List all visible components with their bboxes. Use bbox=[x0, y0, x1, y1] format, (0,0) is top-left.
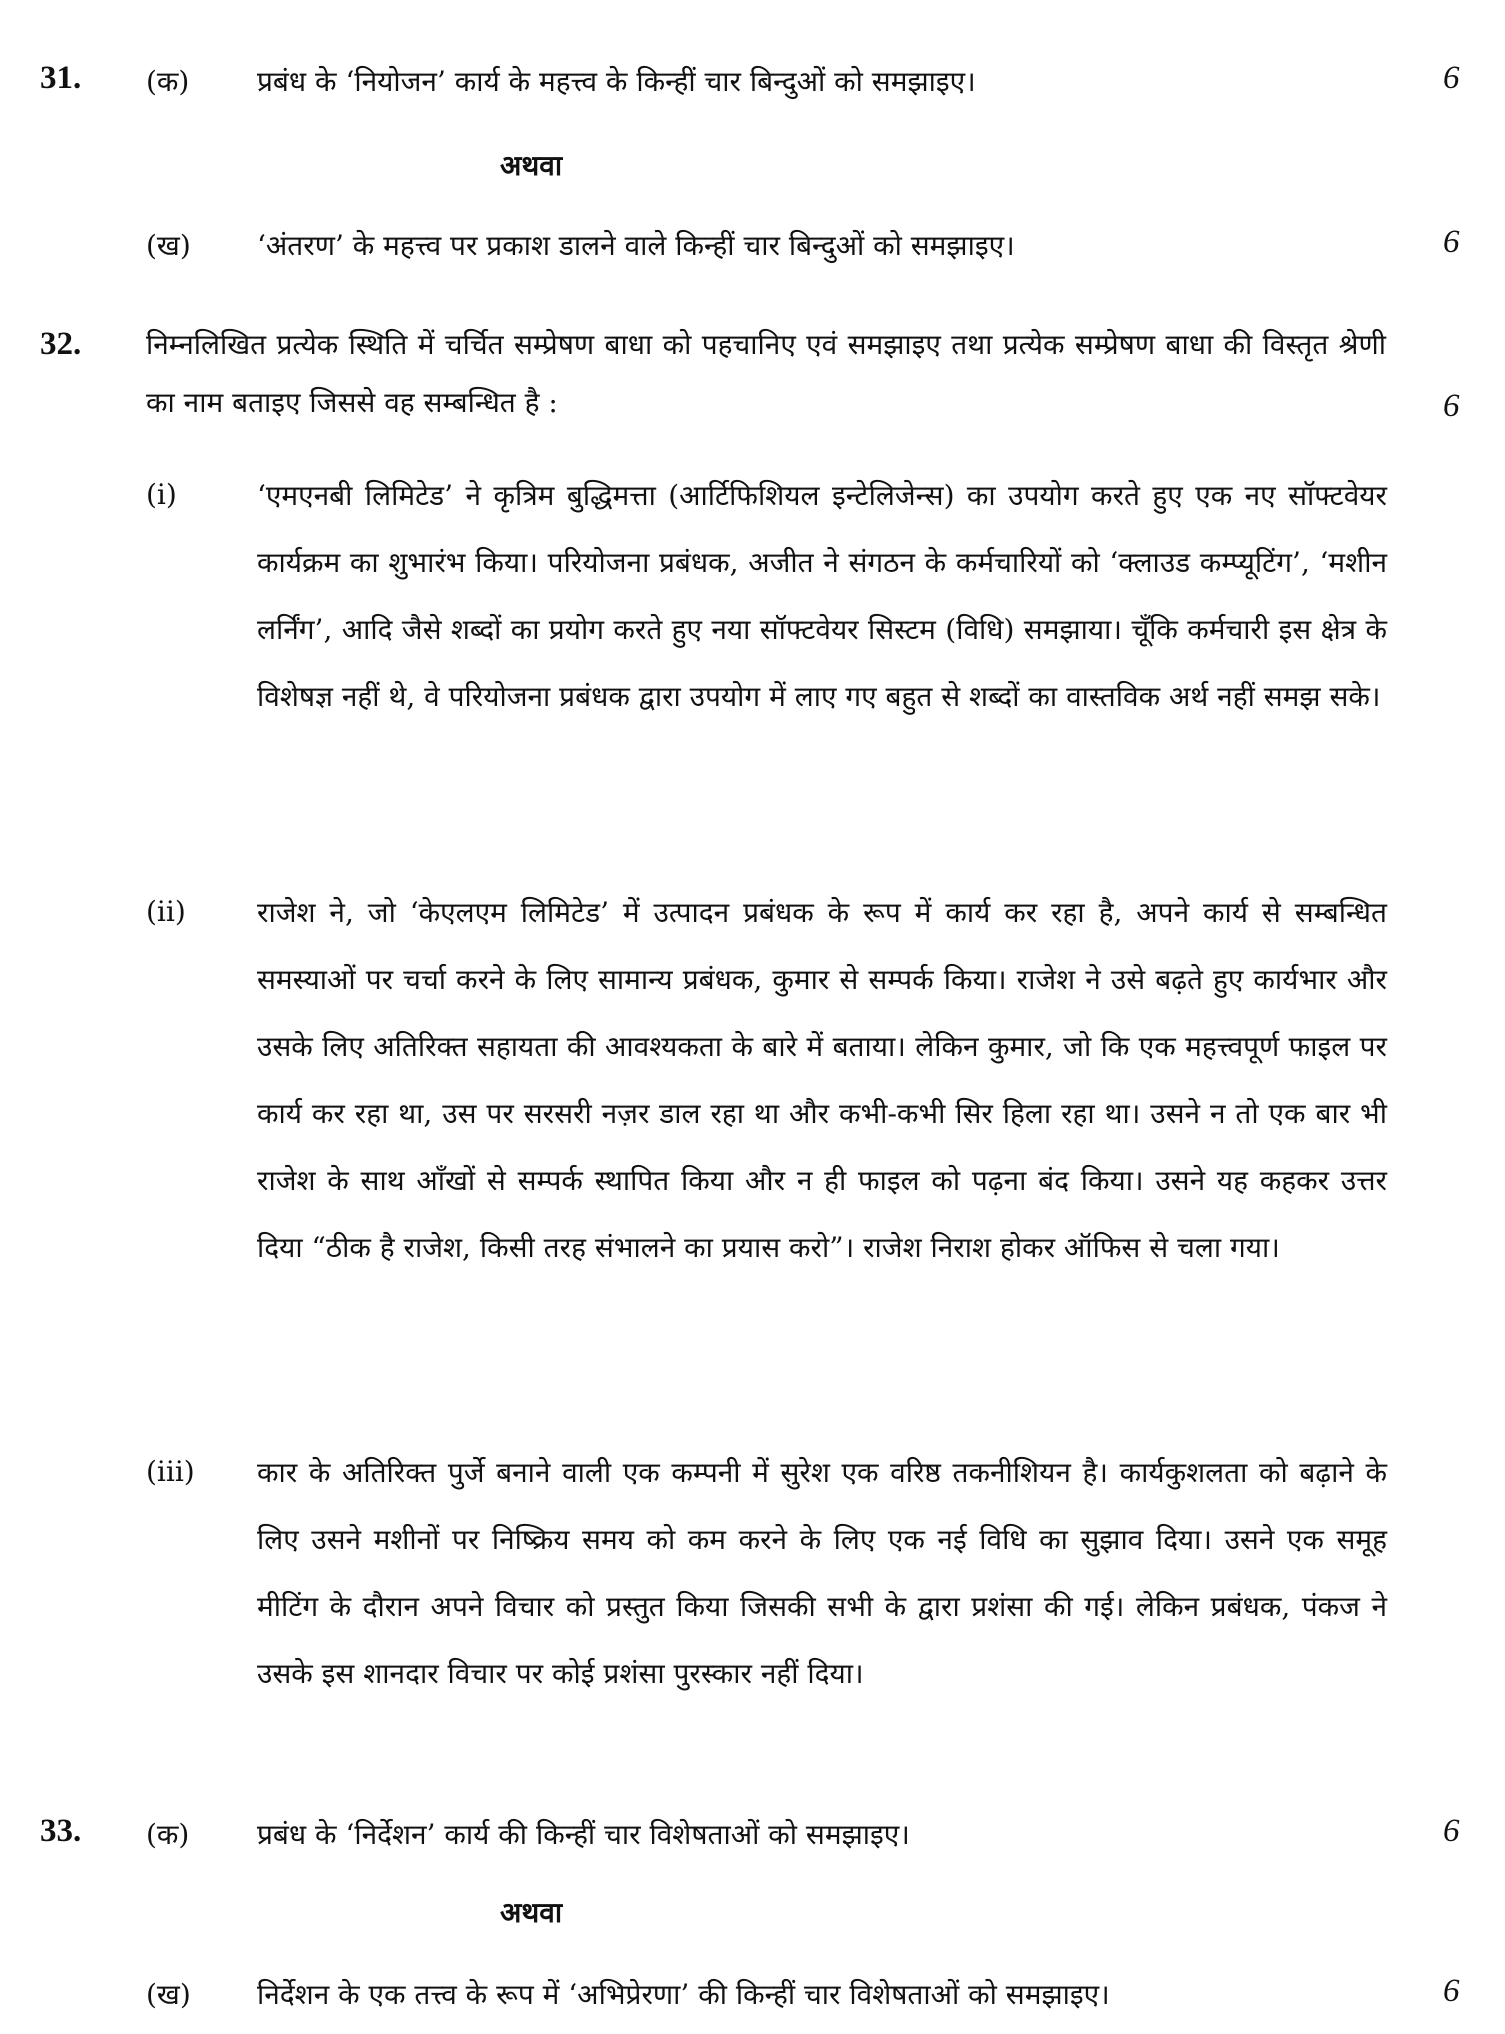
option-text: ‘अंतरण’ के महत्त्व पर प्रकाश डालने वाले किन्हीं चार बिन्दुओं को समझाइए। bbox=[257, 229, 1015, 262]
marks: 6 bbox=[1443, 224, 1460, 260]
marks: 6 bbox=[1443, 1973, 1460, 2009]
question-stem: निम्नलिखित प्रत्येक स्थिति में चर्चित सम्प्रेषण बाधा को पहचानिए एवं समझाइए तथा प्रत्येक सम्प्रेषण बाधा की विस्तृत श्रेणी का नाम बताइए जिससे वह सम्बन्धित है : bbox=[146, 328, 1386, 419]
question-number: 33. bbox=[40, 1813, 82, 1849]
marks: 6 bbox=[1443, 60, 1460, 96]
option-label: (क) bbox=[146, 1818, 190, 1851]
option-text: प्रबंध के ‘निर्देशन’ कार्य की किन्हीं चार विशेषताओं को समझाइए। bbox=[257, 1818, 910, 1851]
option-label: (क) bbox=[146, 65, 190, 98]
option-label: (ख) bbox=[146, 1978, 191, 2011]
question-number: 31. bbox=[40, 60, 82, 96]
option-text: निर्देशन के एक तत्त्व के रूप में ‘अभिप्रेरणा’ की किन्हीं चार विशेषताओं को समझाइए। bbox=[257, 1978, 1110, 2011]
part-text: कार के अतिरिक्त पुर्जे बनाने वाली एक कम्पनी में सुरेश एक वरिष्ठ तकनीशियन है। कार्यकुशलता को बढ़ाने के लिए उसने मशीनों पर निष्क्रिय समय को कम करने के लिए एक नई विधि का सुझाव दिया। उसने एक समूह मीटिंग के दौरान अपने विचार को प्रस्तुत किया जिसकी सभी के द्वारा प्रशंसा की गई। लेकिन प्रबंधक, पंकज ने उसके इस शानदार विचार पर कोई प्रशंसा पुरस्कार नहीं दिया। bbox=[257, 1456, 1387, 1690]
part-text: ‘एमएनबी लिमिटेड’ ने कृत्रिम बुद्धिमत्ता (आर्टिफिशियल इन्टेलिजेन्स) का उपयोग करते हुए एक नए सॉफ्टवेयर कार्यक्रम का शुभारंभ किया। परियोजना प्रबंधक, अजीत ने संगठन के कर्मचारियों को ‘क्लाउड कम्प्यूटिंग’, ‘मशीन लर्निंग’, आदि जैसे शब्दों का प्रयोग करते हुए नया सॉफ्टवेयर सिस्टम (विधि) समझाया। चूँकि कर्मचारी इस क्षेत्र के विशेषज्ञ नहीं थे, वे परियोजना प्रबंधक द्वारा उपयोग में लाए गए बहुत से शब्दों का वास्तविक अर्थ नहीं समझ सके। bbox=[257, 479, 1387, 713]
part-text: राजेश ने, जो ‘केएलएम लिमिटेड’ में उत्पादन प्रबंधक के रूप में कार्य कर रहा है, अपने कार्य से सम्बन्धित समस्याओं पर चर्चा करने के लिए सामान्य प्रबंधक, कुमार से सम्पर्क किया। राजेश ने उसे बढ़ते हुए कार्यभार और उसके लिए अतिरिक्त सहायता की आवश्यकता के बारे में बताया। लेकिन कुमार, जो कि एक महत्त्वपूर्ण फाइल पर कार्य कर रहा था, उस पर सरसरी नज़र डाल रहा था और कभी-कभी सिर हिला रहा था। उसने न तो एक बार भी राजेश के साथ आँखों से सम्पर्क स्थापित किया और न ही फाइल को पढ़ना बंद किया। उसने यह कहकर उत्तर दिया “ठीक है राजेश, किसी तरह संभालने का प्रयास करो”। राजेश निराश होकर ऑफिस से चला गया। bbox=[257, 896, 1387, 1264]
part-label: (iii) bbox=[146, 1455, 195, 1488]
or-separator: अथवा bbox=[500, 1896, 563, 1929]
part-label: (ii) bbox=[146, 895, 186, 928]
part-label: (i) bbox=[146, 478, 177, 511]
option-label: (ख) bbox=[146, 229, 191, 262]
marks: 6 bbox=[1443, 1813, 1460, 1849]
option-text: प्रबंध के ‘नियोजन’ कार्य के महत्त्व के किन्हीं चार बिन्दुओं को समझाइए। bbox=[257, 65, 976, 98]
marks: 6 bbox=[1443, 388, 1460, 424]
question-number: 32. bbox=[40, 326, 82, 362]
or-separator: अथवा bbox=[500, 149, 563, 182]
